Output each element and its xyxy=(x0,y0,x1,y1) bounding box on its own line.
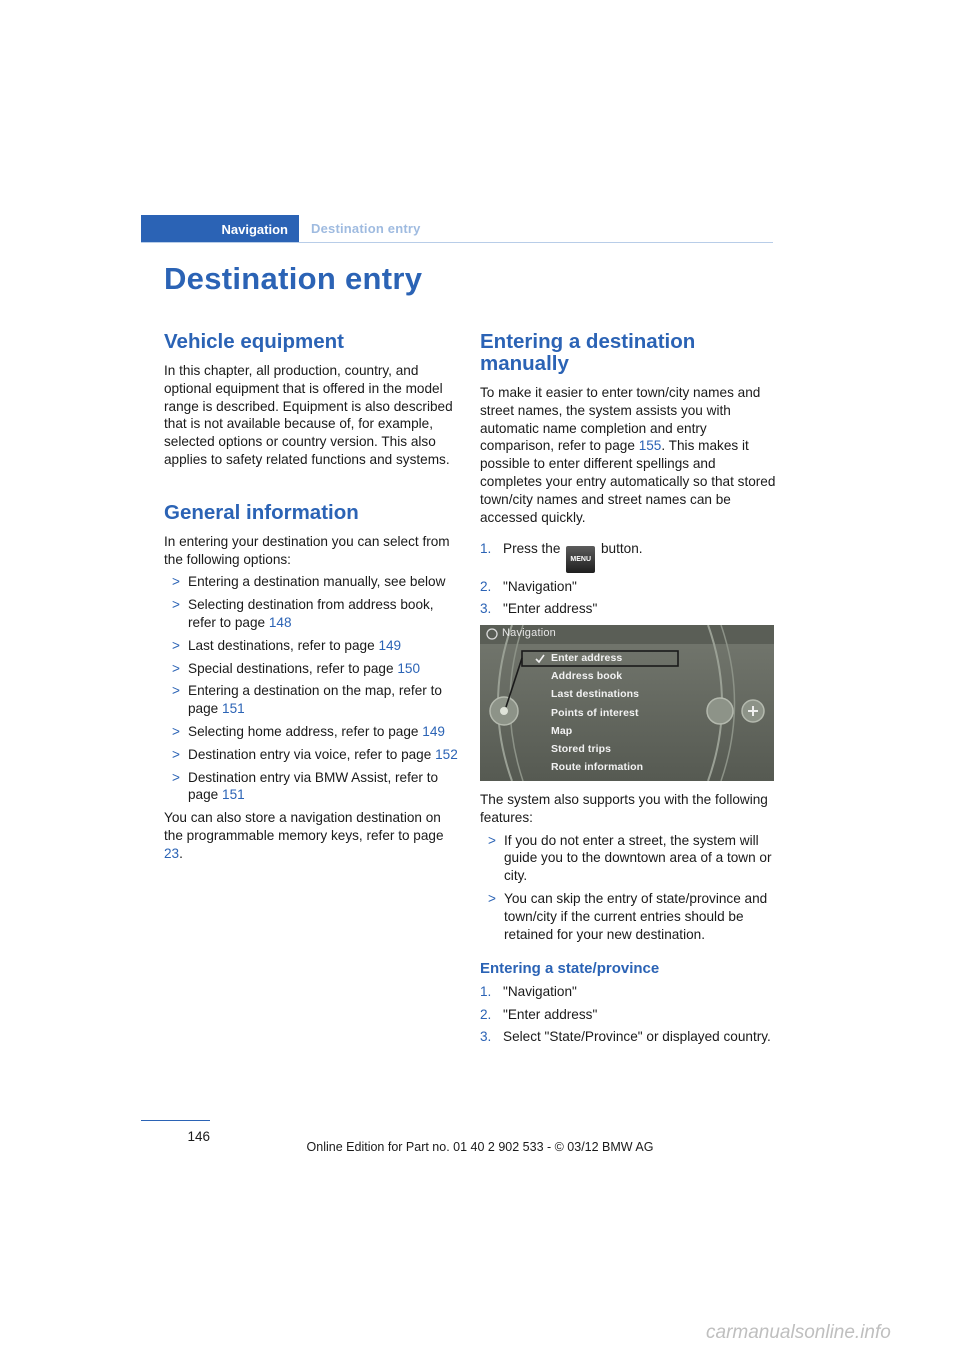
bullet-marker: > xyxy=(172,723,180,739)
list-item: 2. "Navigation" xyxy=(480,578,577,594)
watermark: carmanualsonline.info xyxy=(706,1322,891,1343)
list-item: 1. Press the MENU button. xyxy=(480,540,776,573)
page-link[interactable]: 149 xyxy=(422,723,445,739)
navigation-screen-image xyxy=(480,625,774,781)
list-item: > If you do not enter a street, the system will guide you to the downtown area of a town or city. xyxy=(488,832,772,884)
manual-entry-heading: Entering a destination manually xyxy=(480,330,696,375)
list-item: > Last destinations, refer to page 149 xyxy=(172,637,402,653)
bullet-marker: > xyxy=(488,890,496,906)
bullet-marker: > xyxy=(172,637,180,653)
menu-item-address-book[interactable]: Address book xyxy=(551,670,623,682)
screen-title: Navigation xyxy=(502,627,556,639)
list-item: > Selecting home address, refer to page 149 xyxy=(172,723,445,739)
page-title: Destination entry xyxy=(164,261,423,296)
manual-steps-list xyxy=(480,540,776,618)
state-steps-list xyxy=(480,983,776,1045)
bullet-marker: > xyxy=(172,660,180,676)
footer-edition-text: Online Edition for Part no. 01 40 2 902 533 - © 03/12 BMW AG xyxy=(306,1140,654,1154)
list-item: > Special destinations, refer to page 150 xyxy=(172,660,421,676)
list-item: 3. "Enter address" xyxy=(480,601,598,617)
page-link[interactable]: 23 xyxy=(164,845,180,861)
bullet-marker: > xyxy=(172,683,180,699)
list-item: > Destination entry via voice, refer to page 152 xyxy=(172,746,458,762)
list-item: > Destination entry via BMW Assist, refer to page 151 xyxy=(172,769,439,803)
list-item: > You can skip the entry of state/province and town/city if the current entries should be retained for your new destination. xyxy=(488,890,768,942)
bullet-marker: > xyxy=(488,832,496,848)
memory-keys-text: You can also store a navigation destination on the programmable memory keys, refer to page 23. xyxy=(164,810,444,861)
list-item: > Entering a destination on the map, refer to page 151 xyxy=(172,683,442,717)
bullet-marker: > xyxy=(172,597,180,613)
list-item: 1. "Navigation" xyxy=(480,984,577,1000)
list-item: 3. Select "State/Province" or displayed country. xyxy=(480,1028,771,1044)
list-item: > Selecting destination from address book, refer to page 148 xyxy=(172,597,434,630)
features-intro: The system also supports you with the following features: xyxy=(480,792,768,825)
list-item: > Entering a destination manually, see below xyxy=(172,574,446,590)
menu-item-route-information[interactable]: Route information xyxy=(551,761,644,773)
page-link[interactable]: 148 xyxy=(268,614,292,630)
menu-button-icon: MENU xyxy=(566,546,595,573)
page-link[interactable]: 149 xyxy=(378,637,402,653)
state-province-heading: Entering a state/province xyxy=(480,960,660,978)
menu-item-stored-trips[interactable]: Stored trips xyxy=(551,743,612,755)
menu-item-points-of-interest[interactable]: Points of interest xyxy=(551,707,639,719)
menu-item-last-destinations[interactable]: Last destinations xyxy=(551,688,640,700)
page-link[interactable]: 150 xyxy=(397,660,421,676)
chapter-tab[interactable]: Navigation xyxy=(141,215,299,243)
screen-graphics xyxy=(480,625,774,781)
scroll-knob-icon xyxy=(707,698,733,724)
features-list xyxy=(480,832,776,944)
running-header xyxy=(141,215,773,243)
bullet-marker: > xyxy=(172,746,180,762)
manual-entry-text: To make it easier to enter town/city names and street names, the system assists you with automatic name completion and entry comparison, refer to page 155. This makes it possible to enter different spellings and completes your entry automatically so that stored town/city names and street names can be accessed quickly. xyxy=(480,385,776,525)
destination-options-list xyxy=(164,573,460,804)
vehicle-equipment-text: In this chapter, all production, country, and optional equipment that is offered in the model range is described. Equipment is also described that is not available because of, for example, selected options or country version. This also applies to safety related functions and systems. xyxy=(164,363,453,467)
right-column xyxy=(480,331,776,622)
general-intro: In entering your destination you can select from the following options: xyxy=(164,533,450,567)
page-link[interactable]: 155 xyxy=(638,438,662,454)
general-information-heading: General information xyxy=(164,500,359,524)
menu-item-map[interactable]: Map xyxy=(551,725,573,737)
page-number-rule xyxy=(141,1120,210,1121)
bullet-marker: > xyxy=(172,769,180,785)
section-title[interactable]: Destination entry xyxy=(311,221,421,236)
bullet-marker: > xyxy=(172,574,180,590)
page-link[interactable]: 151 xyxy=(222,701,245,717)
menu-item-enter-address[interactable]: Enter address xyxy=(551,652,623,664)
right-column-lower xyxy=(480,791,776,1050)
page-number: 146 xyxy=(187,1129,210,1144)
vehicle-equipment-heading: Vehicle equipment xyxy=(164,330,344,353)
page-link[interactable]: 152 xyxy=(435,746,458,762)
page-link[interactable]: 151 xyxy=(222,787,245,803)
header-rule xyxy=(141,242,773,243)
list-item: 2. "Enter address" xyxy=(480,1006,598,1022)
left-column xyxy=(164,331,460,863)
